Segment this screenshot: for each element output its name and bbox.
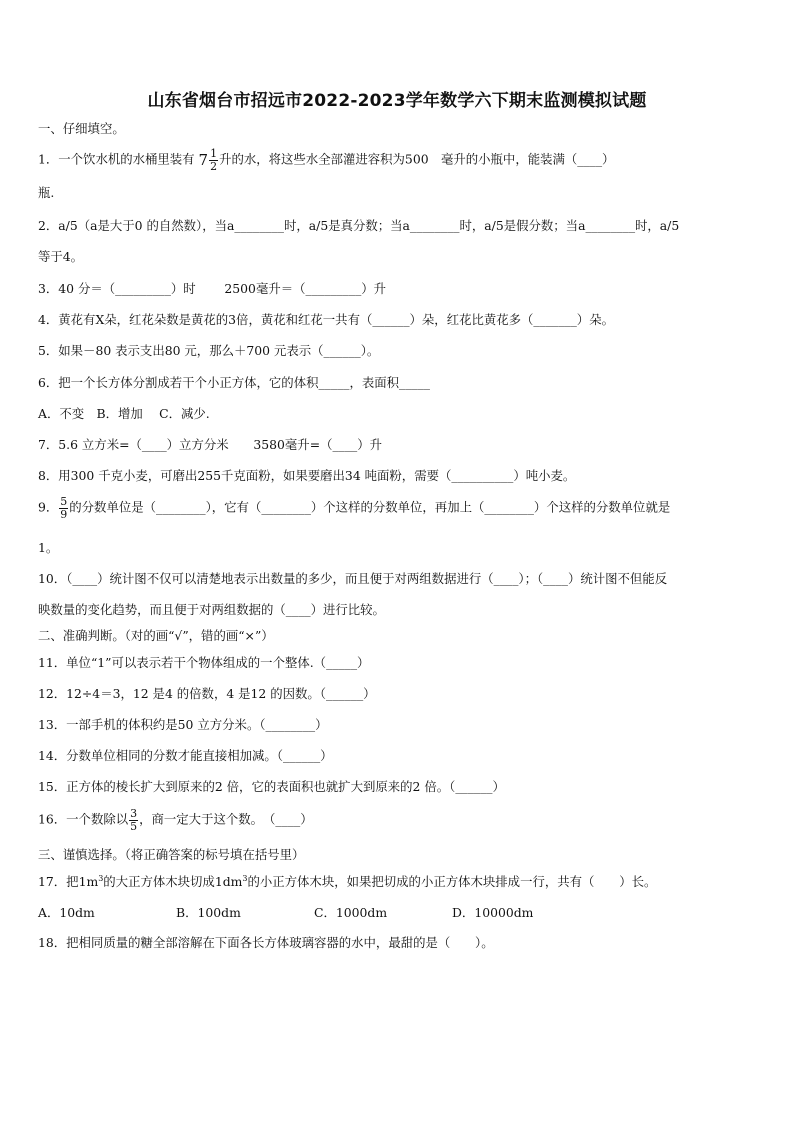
question-5: 5．如果－80 表示支出80 元，那么＋700 元表示（______）。 [38, 343, 380, 358]
q1-numerator: 1 [210, 147, 218, 160]
q9-text-a: 9． [38, 499, 59, 515]
q9-numerator: 5 [60, 495, 68, 508]
q17-text-a: 17．把 [38, 874, 79, 890]
q17-unit-1: 1m [78, 874, 99, 890]
q16-text-a: 16．一个数除以 [38, 811, 129, 827]
q16-fraction [129, 808, 138, 832]
q1-text-b: 升的水，将这些水全部灌进容积为500 毫升的小瓶中，能装满（____） [219, 151, 615, 167]
q16-numerator: 3 [130, 807, 138, 820]
q17-option-d: D．10000dm [452, 905, 534, 920]
q10-line-a: 10．（____）统计图不仅可以清楚地表示出数量的多少，而且便于对两组数据进行（____）；（____）统计图不但能反 [38, 571, 668, 586]
q1-text-a: 1．一个饮水机的水桶里装有 [38, 151, 195, 167]
question-1 [38, 148, 614, 172]
q17-option-b: B．100dm [176, 905, 241, 920]
q17-exp-1: 3 [98, 874, 104, 883]
q1-fraction [209, 148, 218, 172]
q2-line-b: 等于4。 [38, 249, 84, 264]
question-14: 14．分数单位相同的分数才能直接相加减。（______） [38, 748, 333, 763]
question-11: 11．单位“1”可以表示若干个物体组成的一个整体.（_____） [38, 655, 370, 670]
question-17 [38, 874, 656, 890]
q1-mixed-integer: 7 [198, 151, 209, 170]
question-8: 8．用300 千克小麦，可磨出255千克面粉，如果要磨出34 吨面粉，需要（__________）吨小麦。 [38, 468, 576, 483]
q17-option-a: A．10dm [38, 905, 95, 920]
q2-line-a: 2．a/5（a是大于0 的自然数），当a________时，a/5是真分数；当a________时，a/5是假分数；当a________时，a/5 [38, 218, 680, 233]
question-9 [38, 496, 670, 520]
question-3: 3．40 分＝（_________）时 2500毫升＝（_________）升 [38, 281, 387, 296]
q9-text-b: 的分数单位是（________），它有（________）个这样的分数单位，再加上（________）个这样的分数单位就是 [69, 499, 671, 515]
section-3-heading: 三、谨慎选择。（将正确答案的标号填在括号里） [38, 847, 305, 862]
q17-exp-2: 3 [242, 874, 248, 883]
q6-options: A．不变 B．增加 C．减少. [38, 406, 210, 421]
question-13: 13．一部手机的体积约是50 立方分米。（________） [38, 717, 328, 732]
q16-denominator: 5 [130, 819, 138, 833]
question-4: 4．黄花有X朵，红花朵数是黄花的3倍，黄花和红花一共有（______）朵，红花比黄花多（_______）朵。 [38, 312, 614, 327]
question-16 [38, 808, 313, 832]
question-12: 12．12÷4＝3，12 是4 的倍数，4 是12 的因数。（______） [38, 686, 376, 701]
question-18: 18．把相同质量的糖全部溶解在下面各长方体玻璃容器的水中，最甜的是（ ）。 [38, 935, 494, 950]
q9-denominator: 9 [60, 507, 68, 521]
q1-denominator: 2 [210, 159, 218, 173]
q10-line-b: 映数量的变化趋势，而且便于对两组数据的（____）进行比较。 [38, 602, 385, 617]
q1-text-c: 瓶. [38, 185, 55, 200]
section-1-heading: 一、仔细填空。 [38, 121, 125, 136]
q9-fraction [59, 496, 68, 520]
question-15: 15．正方体的棱长扩大到原来的2 倍，它的表面积也就扩大到原来的2 倍。（______） [38, 779, 505, 794]
q6-stem: 6．把一个长方体分割成若干个小正方体，它的体积_____，表面积_____ [38, 375, 430, 390]
page-title: 山东省烟台市招远市2022-2023学年数学六下期末监测模拟试题 [147, 91, 647, 111]
q17-unit-2: 1dm [214, 874, 243, 890]
q17-text-c: 的小正方体木块，如果把切成的小正方体木块排成一行，共有（ ）长。 [247, 874, 657, 890]
q17-text-b: 的大正方体木块切成 [103, 874, 215, 890]
section-2-heading: 二、准确判断。（对的画“√”，错的画“×”） [38, 628, 274, 643]
q17-option-c: C．1000dm [314, 905, 388, 920]
q9-text-c: 1。 [38, 540, 59, 555]
q16-text-b: ，商一定大于这个数。 （____） [139, 811, 313, 827]
question-7: 7．5.6 立方米=（____）立方分米 3580毫升=（____）升 [38, 437, 383, 452]
